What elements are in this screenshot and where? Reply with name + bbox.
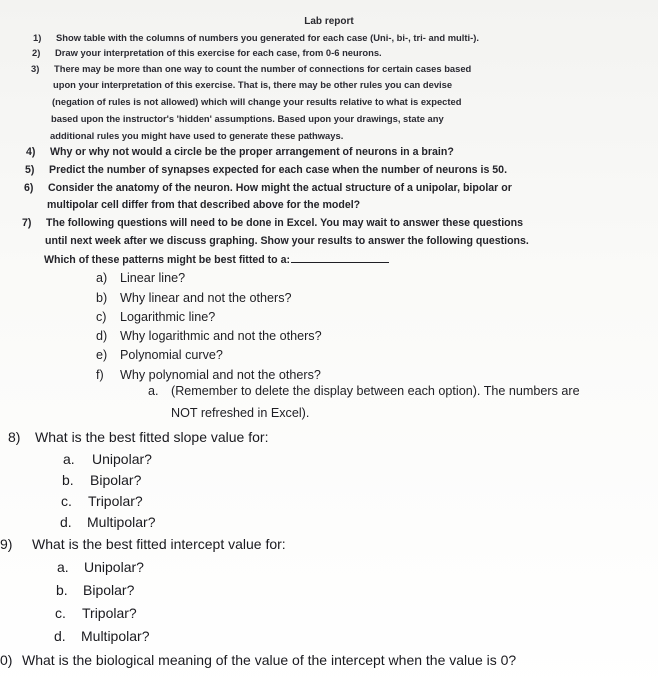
question-text: Why or why not would a circle be the proper arrangement of neurons in a brain?	[50, 146, 454, 158]
subitem-letter: b.	[56, 582, 68, 598]
subitem-letter: c)	[96, 310, 107, 324]
question-text: Predict the number of synapses expected for each case when the number of neurons is 50.	[49, 164, 508, 176]
question-text-line: The following questions will need to be done in Excel. You may wait to answer these questions	[46, 217, 523, 229]
subitem-text: Why polynomial and not the others?	[120, 368, 321, 382]
question-text-line: additional rules you might have used to generate these pathways.	[50, 130, 344, 141]
question-text: What is the best fitted slope value for:	[35, 429, 269, 445]
subitem-letter: b)	[96, 291, 108, 305]
subitem-text: Multipolar?	[87, 514, 156, 530]
question-number: 1)	[33, 32, 42, 43]
subitem-letter: a)	[96, 271, 108, 285]
question-text-line: multipolar cell differ from that described above for the model?	[47, 199, 361, 211]
subitem-text: Polynomial curve?	[120, 348, 223, 362]
subitem-letter: c.	[61, 493, 72, 509]
subitem-text: Bipolar?	[83, 582, 135, 598]
subitem-letter: e)	[96, 348, 108, 362]
answer-blank-line	[291, 262, 389, 263]
question-text-line: Consider the anatomy of the neuron. How might the actual structure of a unipolar, bipolar or	[48, 182, 512, 194]
question-number: 8)	[8, 429, 21, 445]
subitem-text: Multipolar?	[81, 628, 150, 644]
subitem-letter: f)	[96, 368, 104, 382]
question-number: 0)	[0, 652, 13, 668]
subitem-text: Logarithmic line?	[120, 310, 216, 324]
question-text: What is the best fitted intercept value for:	[32, 536, 286, 552]
page-title: Lab report	[304, 16, 354, 27]
subitem-text: Bipolar?	[90, 472, 142, 488]
question-text: Draw your interpretation of this exercise for each case, from 0-6 neurons.	[55, 47, 382, 58]
question-text-line: (negation of rules is not allowed) which will change your results relative to what is expected	[52, 96, 462, 107]
subitem-text: Why linear and not the others?	[120, 291, 292, 305]
note-letter: a.	[148, 384, 159, 398]
subitem-text: Tripolar?	[88, 493, 143, 509]
subitem-letter: d.	[60, 514, 72, 530]
subitem-letter: d)	[96, 329, 108, 343]
question-text-line: upon your interpretation of this exercise. That is, there may be other rules you can devise	[53, 79, 453, 90]
question-text: Show table with the columns of numbers you generated for each case (Uni-, bi-, tri- and multi-).	[56, 32, 479, 43]
subitem-text: Unipolar?	[84, 559, 144, 575]
question-text-line: Which of these patterns might be best fitted to a:	[44, 254, 389, 266]
question-text-line: based upon the instructor's 'hidden' assumptions. Based upon your drawings, state any	[51, 113, 444, 124]
question-number: 3)	[31, 63, 40, 74]
question-text-line: There may be more than one way to count the number of connections for certain cases based	[54, 63, 472, 74]
question-number: 2)	[32, 47, 41, 58]
subitem-text: Why logarithmic and not the others?	[120, 329, 322, 343]
question-number: 7)	[22, 217, 32, 229]
note-text-line: NOT refreshed in Excel).	[171, 406, 310, 420]
subitem-letter: c.	[55, 605, 66, 621]
subitem-text: Tripolar?	[82, 605, 137, 621]
note-text-line: (Remember to delete the display between each option). The numbers are	[171, 384, 580, 398]
subitem-letter: a.	[57, 559, 69, 575]
question-number: 4)	[26, 146, 36, 158]
question-number: 9)	[0, 536, 13, 552]
question-number: 5)	[25, 164, 35, 176]
subitem-letter: a.	[63, 451, 75, 467]
subitem-letter: d.	[54, 628, 66, 644]
question-text-line: until next week after we discuss graphing. Show your results to answer the following questions.	[45, 235, 529, 247]
subitem-text: Linear line?	[120, 271, 186, 285]
question-text: What is the biological meaning of the value of the intercept when the value is 0?	[22, 652, 517, 668]
subitem-text: Unipolar?	[92, 451, 152, 467]
subitem-letter: b.	[62, 472, 74, 488]
question-number: 6)	[24, 182, 34, 194]
